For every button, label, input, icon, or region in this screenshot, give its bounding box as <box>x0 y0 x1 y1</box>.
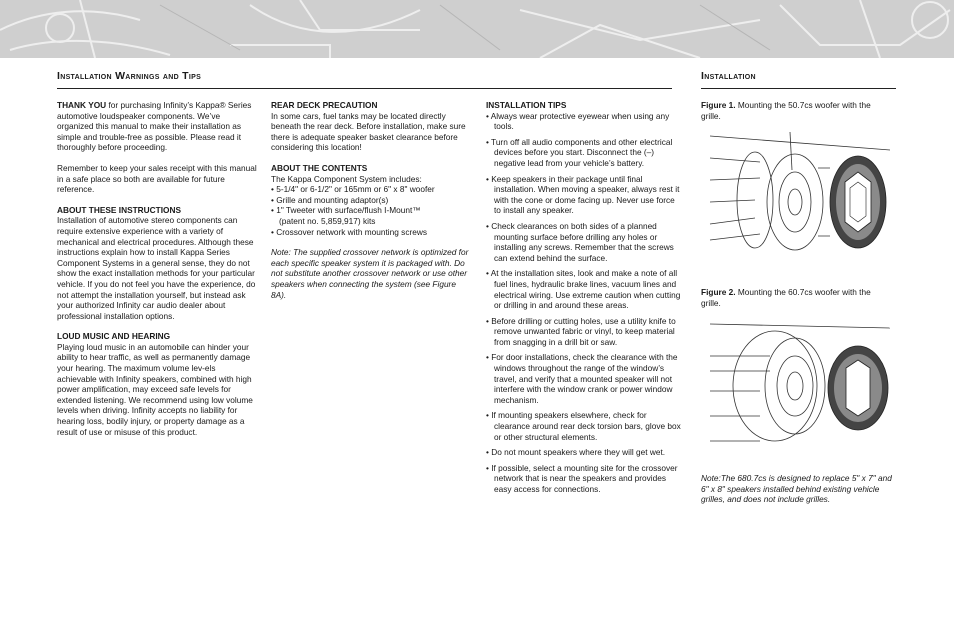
section-title-warnings: Installation Warnings and Tips <box>57 70 202 82</box>
contents-intro: The Kappa Component System includes: <box>271 173 422 184</box>
panel-edge-line <box>710 324 890 328</box>
column-3 <box>486 100 682 495</box>
tip-item: • Check clearances on both sides of a planned mounting surface before drilling any holes or installing any screws. Remember that the screws can extend behind the surface. <box>486 220 674 263</box>
contents-item: • Crossover network with mounting screws <box>271 226 427 237</box>
thank-you-text: for purchasing Infinity’s Kappa® Series automotive loudspeaker components. We’ve organized this manual to make their installation as simple and trouble-free as possible. Please read it thoroughly before proceeding. <box>57 100 252 153</box>
rear-deck-heading: REAR DECK PRECAUTION <box>271 100 378 110</box>
contents-item: • Grille and mounting adaptor(s) <box>271 194 389 205</box>
contents-heading: ABOUT THE CONTENTS <box>271 162 368 173</box>
woofer-basket <box>767 154 823 250</box>
rear-deck-paragraph: In some cars, fuel tanks may be located directly beneath the rear deck. Before installation, make sure there is adequate speaker basket clearance before considering this location! <box>271 110 466 153</box>
figure-1-label: Figure 1. <box>701 100 736 110</box>
tip-item: • If possible, select a mounting site for the crossover network that is near the speakers and provides easy access for connections. <box>486 462 678 494</box>
tip-item: • Turn off all audio components and other electrical devices before you start. Disconnect the (–) negative lead from your vehicle’s battery. <box>486 136 673 168</box>
tip-item: • If mounting speakers elsewhere, check for clearance around rear deck torsion bars, glove box or other structural elements. <box>486 410 681 442</box>
contents-item: • 1" Tweeter with surface/flush I-Mount™ <box>271 205 421 216</box>
tip-item: • At the installation sites, look and make a note of all fuel lines, hydraulic brake lines, vacuum lines and electrical wiring. Use extreme caution when cutting or drilling in and around these areas. <box>486 268 681 311</box>
tips-list <box>486 111 682 495</box>
grille <box>830 156 886 248</box>
figure-1-illustration <box>700 130 900 260</box>
contents-item: (patent no. 5,859,917) kits <box>279 215 376 226</box>
banner-sketch-graphic <box>0 0 954 58</box>
grille-note: Note:The 680.7cs is designed to replace 5" x 7" and 6" x 8" speakers installed behind existing vehicle grilles, and does not include grilles. <box>701 473 892 505</box>
tips-heading: INSTALLATION TIPS <box>486 100 567 110</box>
thank-you-label: THANK YOU <box>57 100 107 110</box>
figure-2-caption <box>701 287 871 308</box>
section-rule-left <box>57 88 672 89</box>
thank-you-paragraph <box>57 100 257 153</box>
tip-item: • For door installations, check the clearance with the windows throughout the range of the window’s travel, and verify that a mounted speaker will not interfere with the window crank or power window mechanism. <box>486 352 678 405</box>
receipt-paragraph: Remember to keep your sales receipt with this manual in a safe place so both are available for future reference. <box>57 162 257 195</box>
column-1 <box>57 100 257 437</box>
tip-item: • Keep speakers in their package until final installation. When moving a speaker, always rest it with the cone or dome facing up. Never use force to install any speaker. <box>486 173 680 216</box>
loud-music-heading: LOUD MUSIC AND HEARING <box>57 331 171 342</box>
header-banner <box>0 0 954 58</box>
woofer-basket <box>765 338 825 434</box>
column-2 <box>271 100 471 300</box>
crossover-note: Note: The supplied crossover network is optimized for each specific speaker system it is packaged with. Do not substitute another crossover network or use other speakers when connecting the system (see Figure 8A). <box>271 247 469 300</box>
figure-1-caption <box>701 100 871 121</box>
figure-1-caption-text: Mounting the 50.7cs woofer with the grille. <box>701 100 871 121</box>
figure-2-caption-text: Mounting the 60.7cs woofer with the grille. <box>701 287 871 308</box>
instructions-heading: ABOUT THESE INSTRUCTIONS <box>57 204 181 215</box>
section-title-installation: Installation <box>701 70 756 82</box>
tip-item: • Before drilling or cutting holes, use a utility knife to remove unwanted fabric or vinyl, to keep material from snagging in a drill bit or saw. <box>486 315 676 347</box>
panel-edge-line <box>710 136 890 150</box>
figure-2-illustration <box>700 316 900 461</box>
instructions-paragraph: Installation of automotive stereo components can require extensive experience with a variety of mechanical and electrical procedures. Although these instructions explain how to install Kappa Series Component Systems in a general sense, they do not show the exact installation methods for your particular vehicle. If you do not feel you have the experience, do not attempt the installation yourself, but instead ask your authorized Infinity car audio dealer about professional installation options. <box>57 215 256 321</box>
section-rule-right <box>701 88 896 89</box>
tip-item: • Do not mount speakers where they will get wet. <box>486 447 666 458</box>
grille <box>828 346 888 430</box>
figure-2-label: Figure 2. <box>701 287 736 297</box>
tip-item: • Always wear protective eyewear when using any tools. <box>486 110 670 132</box>
mount-adaptor-ring <box>733 331 817 441</box>
loud-music-paragraph: Playing loud music in an automobile can hinder your ability to hear traffic, as well as permanently damage your hearing. The maximum volume lev-els achievable with Infinity speakers, combined with high power amplification, may exceed safe levels for extended listening. We recommend using low volume levels when driving. Infinity accepts no liability for hearing loss, bodily injury, or property damage as a result of use or misuse of this product. <box>57 341 253 437</box>
contents-item: • 5-1/4" or 6-1/2" or 165mm or 6" x 8" woofer <box>271 184 435 195</box>
